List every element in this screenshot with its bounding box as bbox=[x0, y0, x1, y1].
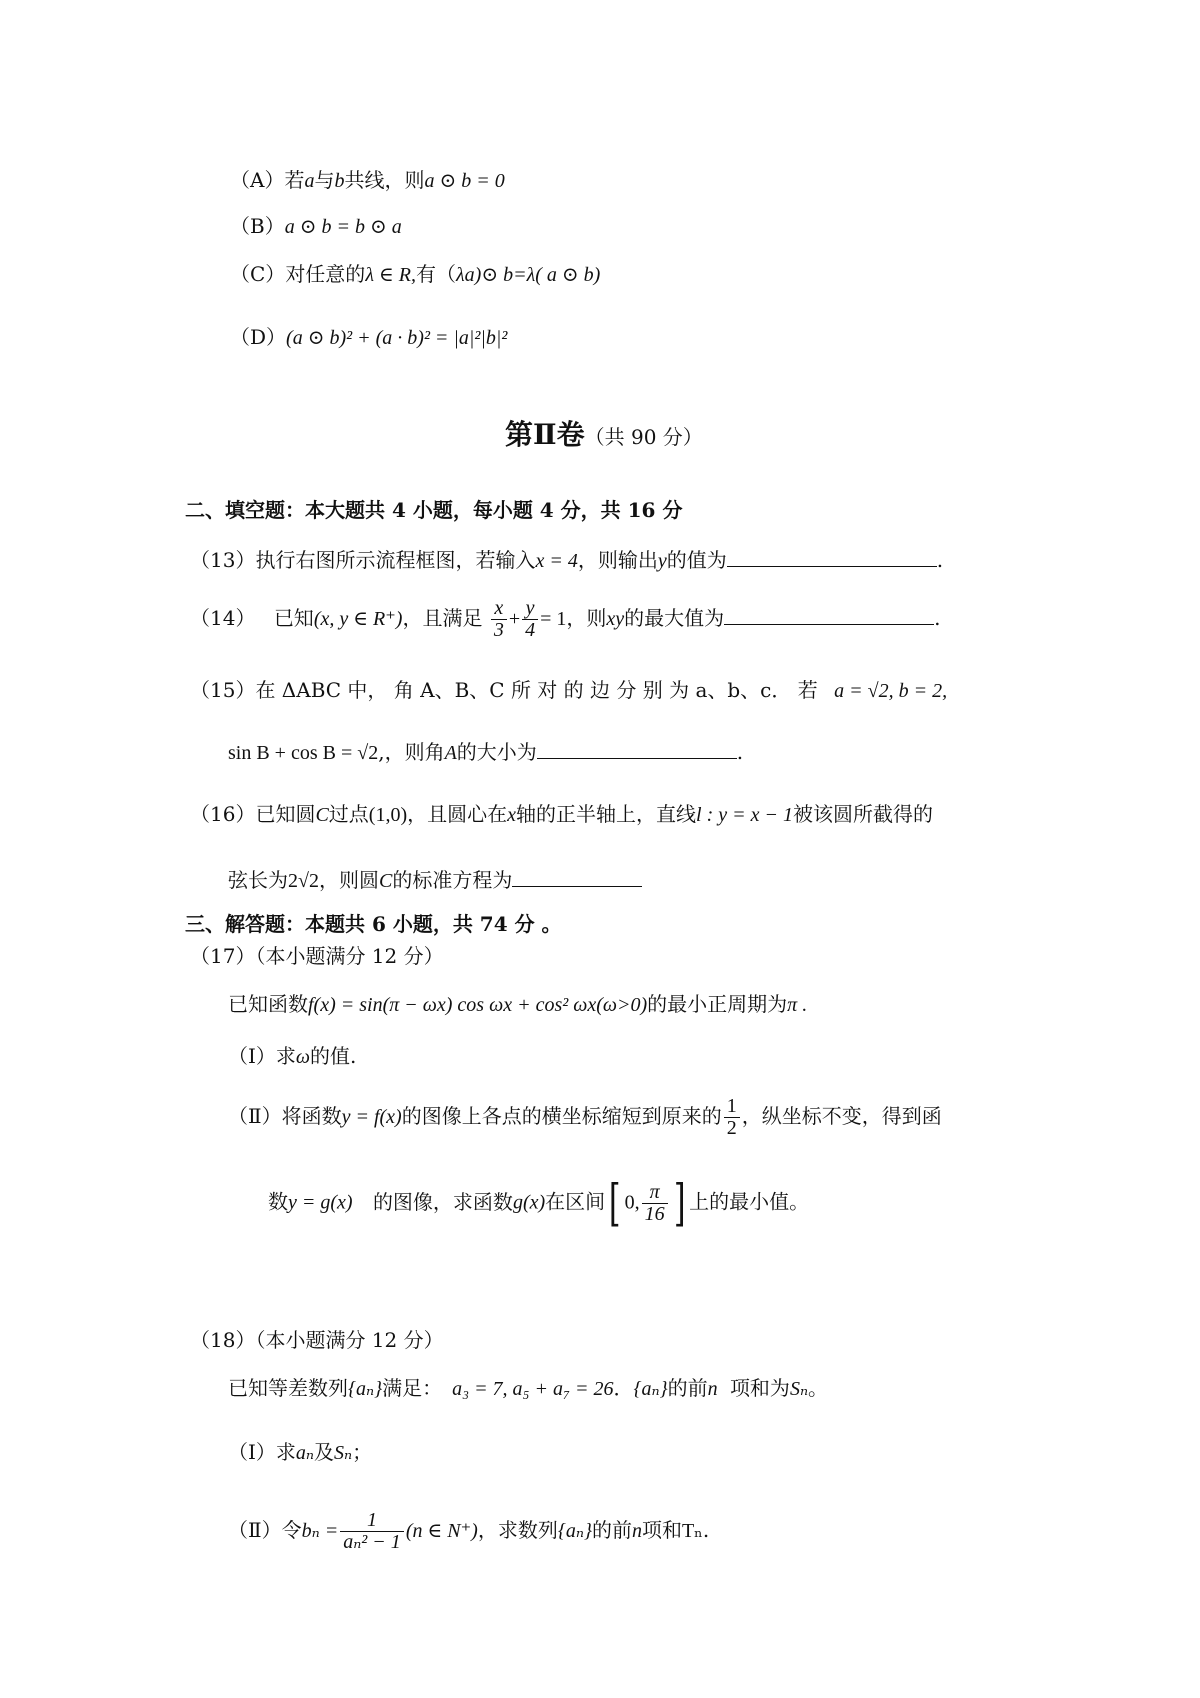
option-b bbox=[230, 214, 402, 239]
option-c: （C）对任意的λ ∈ R,有（λa)⊙ b=λ( a ⊙ b) bbox=[230, 262, 601, 286]
option-b-label: （B） bbox=[230, 214, 285, 238]
option-d-label: （D） bbox=[230, 325, 287, 349]
fraction-y-over-4: $\frac{y}{4}$ bbox=[522, 598, 538, 641]
question-14: （14） 已知(x, y ∈ R⁺)，且满足 $\frac{x}{3}$ + $\frac{y}{4}$ = 1，则xy的最大值为 . bbox=[190, 597, 941, 641]
part-title-main: 第Ⅱ卷 bbox=[505, 418, 585, 451]
question-17-header: （17）（本小题满分 12 分） bbox=[190, 944, 444, 968]
section-heading-fill-in: 二、填空题：本大题共 4 小题，每小题 4 分，共 16 分 bbox=[185, 498, 683, 522]
fraction-x-over-3: $\frac{x}{3}$ bbox=[491, 598, 507, 641]
question-15: （15）在 ΔABC 中， 角 A、B、C 所 对 的 边 分 别 为 a、b、c． 若 a = √2, b = 2, bbox=[190, 678, 948, 702]
question-17-part-1: （Ⅰ）求ω的值. bbox=[228, 1044, 357, 1068]
section-heading-solutions: 三、解答题：本题共 6 小题，共 74 分 。 bbox=[185, 912, 562, 936]
option-d-math: (a ⊙ b)² + (a · b)² = |a|²|b|² bbox=[286, 327, 508, 349]
question-18-stem: 已知等差数列{aₙ}满足： a₃ = 7, a₅ + a₇ = 26．{aₙ}的前n 项和为Sₙ。 bbox=[228, 1376, 829, 1400]
question-17-stem: 已知函数f(x) = sin(π − ωx) cos ωx + cos² ωx(ω>0)的最小正周期为π . bbox=[228, 992, 808, 1016]
fraction-1-over-an-squared-minus-1: $\frac{1}{\text{aₙ² − 1}}$ bbox=[340, 1510, 404, 1553]
question-15-line-2: sin B + cos B = √2,，则角A的大小为 . bbox=[228, 740, 744, 764]
question-17-part-2-line-2: 数y = g(x) 的图像，求函数g(x)在区间[ 0, $\frac{\pi}{16}$ ] 上的最小值。 bbox=[268, 1174, 810, 1232]
option-a: （A）若a与b共线，则a ⊙ b = 0 bbox=[230, 168, 505, 192]
question-18-header: （18）（本小题满分 12 分） bbox=[190, 1328, 444, 1352]
answer-blank bbox=[727, 548, 937, 567]
part-title-score: （共 90 分） bbox=[584, 425, 703, 449]
question-17-part-2: （Ⅱ）将函数y = f(x)的图像上各点的横坐标缩短到原来的 $\frac{1}{2}$ ，纵坐标不变，得到函 bbox=[228, 1095, 942, 1139]
option-c-label: （C） bbox=[230, 262, 286, 286]
option-a-math: a ⊙ b = 0 bbox=[424, 170, 505, 192]
fraction-pi-over-16: $\frac{\pi}{16}$ bbox=[642, 1182, 668, 1225]
question-16: （16）已知圆C过点(1,0)，且圆心在x轴的正半轴上，直线l : y = x − 1被该圆所截得的 bbox=[190, 802, 933, 826]
option-d bbox=[230, 325, 507, 350]
answer-blank bbox=[537, 740, 737, 759]
question-18-part-1: （Ⅰ）求aₙ及Sₙ； bbox=[228, 1440, 373, 1464]
question-18-part-2: （Ⅱ）令bₙ = $\frac{1}{\text{aₙ² − 1}}$ (n ∈ N⁺)，求数列{aₙ}的前n项和Tₙ. bbox=[228, 1509, 710, 1553]
question-16-line-2: 弦长为2√2，则圆C的标准方程为 bbox=[228, 868, 642, 893]
fraction-one-half: $\frac{1}{2}$ bbox=[724, 1096, 740, 1139]
question-13: （13）执行右图所示流程框图，若输入x = 4，则输出y的值为 . bbox=[190, 548, 944, 572]
part-title bbox=[505, 418, 703, 452]
option-a-label: （A） bbox=[230, 168, 285, 192]
answer-blank bbox=[724, 606, 934, 625]
answer-blank bbox=[512, 868, 642, 887]
option-a-text: 若 bbox=[284, 168, 305, 192]
option-b-math: a ⊙ b = b ⊙ a bbox=[284, 216, 402, 238]
